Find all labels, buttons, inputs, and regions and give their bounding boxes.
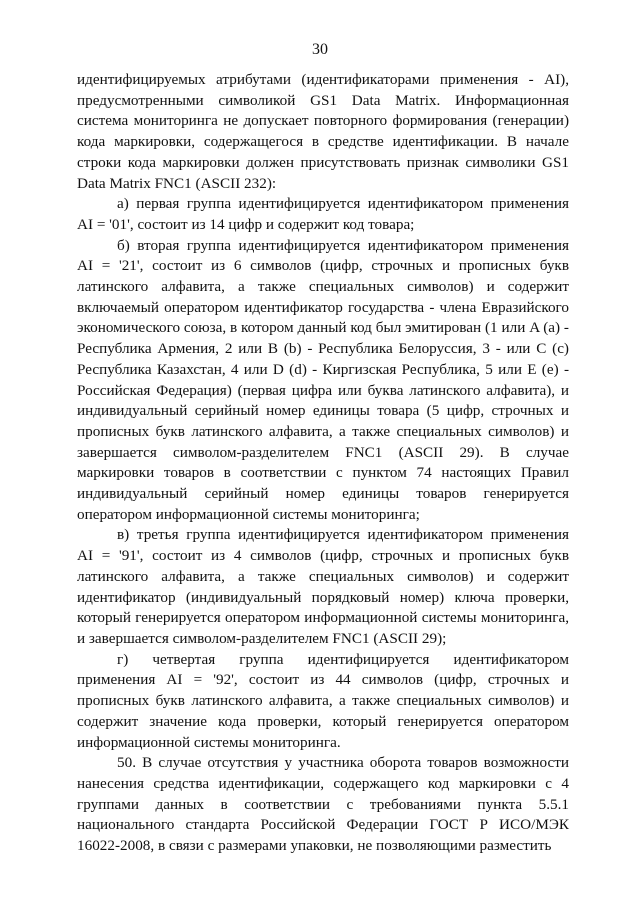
paragraph-item-a: а) первая группа идентифицируется идентификатором применения AI = '01', состоит из 14 цифр и содержит код товара; (77, 195, 569, 233)
paragraph-intro-continuation: идентифицируемых атрибутами (идентификаторами применения - AI), предусмотренными символикой GS1 Data Matrix. Информационная система мониторинга не допускает повторного формирования (генерации) кода маркировки, содержащегося в средстве идентификации. В начале строки кода маркировки должен присутствовать признак символики GS1 Data Matrix FNC1 (ASCII 232): (77, 71, 569, 192)
paragraph-item-g: г) четвертая группа идентифицируется идентификатором применения AI = '92', состоит из 44 символов (цифр, строчных и прописных букв латинского алфавита, а также специальных символов) и содержит значение кода проверки, который генерируется оператором информационной системы мониторинга. (77, 650, 569, 751)
paragraph-clause-50: 50. В случае отсутствия у участника оборота товаров возможности нанесения средства идентификации, содержащего код маркировки с 4 группами данных в соответствии с требованиями пункта 5.5.1 национального стандарта Российской Федерации ГОСТ Р ИСО/МЭК 16022-2008, в связи с размерами упаковки, не позволяющими разместить (77, 754, 569, 855)
body-text (77, 70, 569, 857)
paragraph-item-v: в) третья группа идентифицируется идентификатором применения AI = '91', состоит из 4 символов (цифр, строчных и прописных букв латинского алфавита, а также специальных символов) и содержит идентификатор (индивидуальный порядковый номер) ключа проверки, который генерируется оператором информационной системы мониторинга, и завершается символом-разделителем FNC1 (ASCII 29); (77, 526, 569, 647)
page-number: 30 (312, 41, 328, 58)
paragraph-item-b: б) вторая группа идентифицируется идентификатором применения AI = '21', состоит из 6 символов (цифр, строчных и прописных букв латинского алфавита, а также специальных символов) и содержит включаемый оператором идентификатор государства - члена Евразийского экономического союза, в котором данный код был эмитирован (1 или A (a) - Республика Армения, 2 или B (b) - Республика Белоруссия, 3 - или C (c) Республика Казахстан, 4 или D (d) - Киргизская Республика, 5 или E (e) - Российская Федерация) (первая цифра или буква латинского алфавита), и индивидуальный серийный номер единицы товара (5 цифр, строчных и прописных букв латинского алфавита, а также специальных символов) и завершается символом-разделителем FNC1 (ASCII 29). В случае маркировки товаров в соответствии с пунктом 74 настоящих Правил индивидуальный серийный номер единицы товаров генерируется оператором информационной системы мониторинга; (77, 236, 569, 523)
